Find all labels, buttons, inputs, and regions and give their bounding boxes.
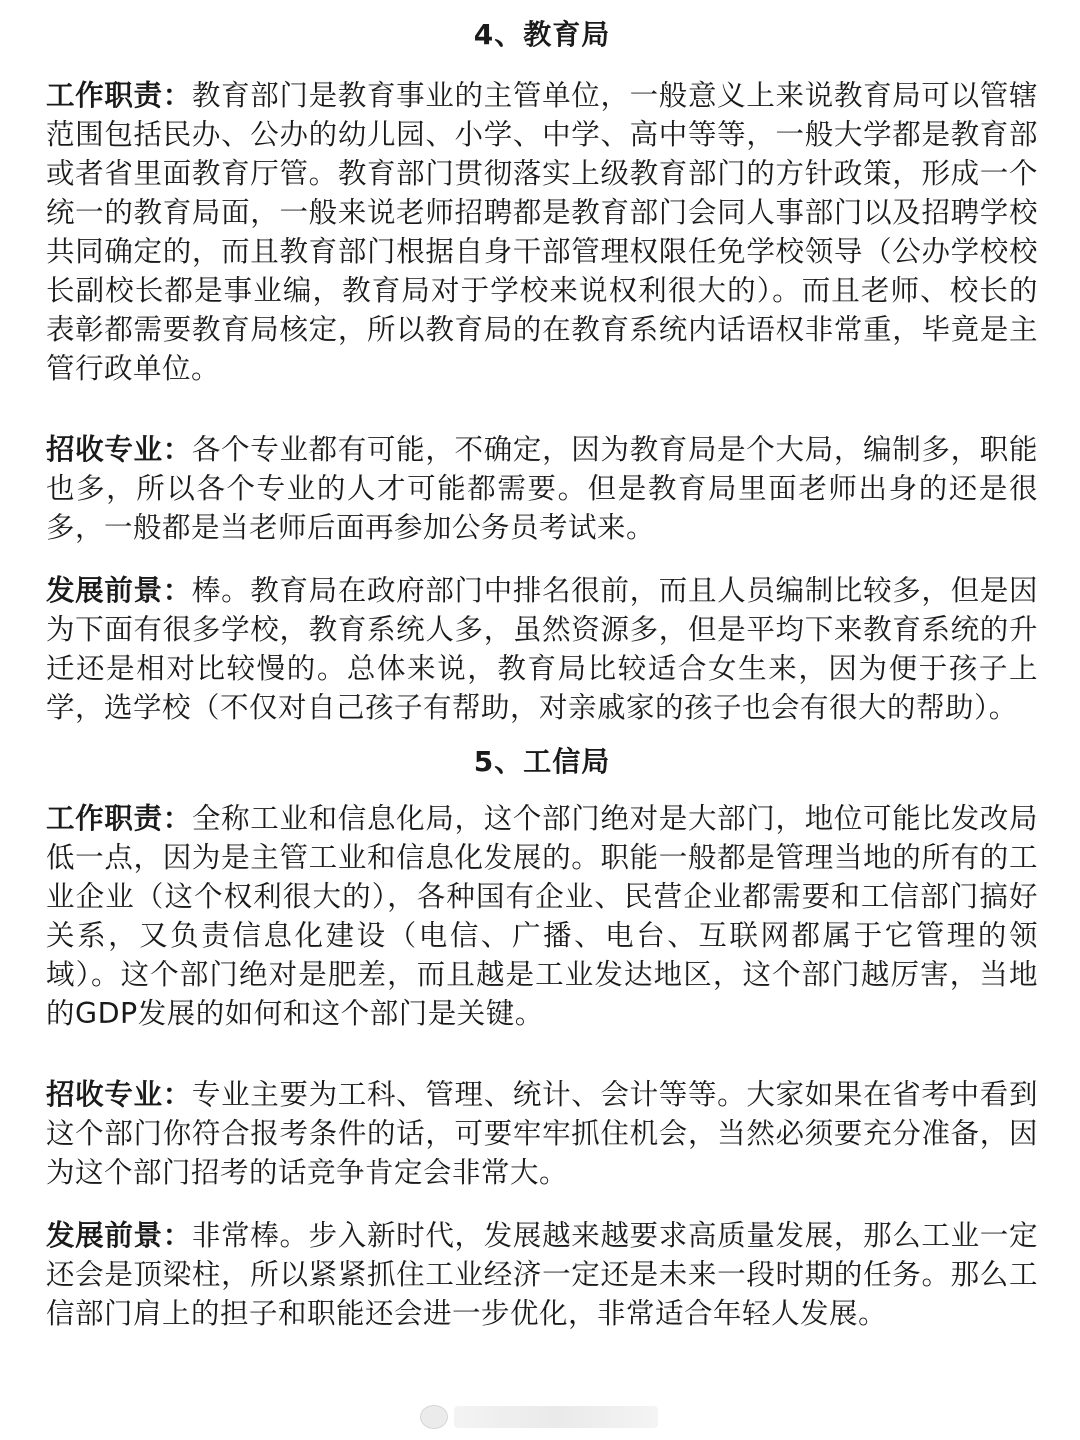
paragraph-education-majors	[46, 430, 1038, 547]
paragraph-label: 招收专业：	[46, 1078, 192, 1111]
paragraph-text: 专业主要为工科、管理、统计、会计等等。大家如果在省考中看到这个部门你符合报考条件的话，可要牢牢抓住机会，当然必须要充分准备，因为这个部门招考的话竞争肯定会非常大。	[46, 1078, 1038, 1189]
paragraph-education-prospects	[46, 571, 1038, 727]
paragraph-label: 工作职责：	[46, 802, 192, 835]
paragraph-text: 非常棒。步入新时代，发展越来越要求高质量发展，那么工业一定还会是顶梁柱，所以紧紧抓住工业经济一定还是未来一段时期的任务。那么工信部门肩上的担子和职能还会进一步优化，非常适合年轻人发展。	[46, 1219, 1038, 1330]
paragraph-label: 工作职责：	[46, 79, 192, 112]
watermark-logo-icon	[420, 1405, 448, 1429]
watermark	[420, 1400, 658, 1434]
paragraph-text: 教育部门是教育事业的主管单位，一般意义上来说教育局可以管辖范围包括民办、公办的幼儿园、小学、中学、高中等等，一般大学都是教育部或者省里面教育厅管。教育部门贯彻落实上级教育部门的方针政策，形成一个统一的教育局面，一般来说老师招聘都是教育部门会同人事部门以及招聘学校共同确定的，而且教育部门根据自身干部管理权限任免学校领导（公办学校校长副校长都是事业编，教育局对于学校来说权利很大的）。而且老师、校长的表彰都需要教育局核定，所以教育局的在教育系统内话语权非常重，毕竟是主管行政单位。	[46, 79, 1038, 385]
paragraph-label: 招收专业：	[46, 433, 192, 466]
paragraph-text: 全称工业和信息化局，这个部门绝对是大部门，地位可能比发改局低一点，因为是主管工业和信息化发展的。职能一般都是管理当地的所有的工业企业（这个权利很大的），各种国有企业、民营企业都需要和工信部门搞好关系，又负责信息化建设（电信、广播、电台、互联网都属于它管理的领域）。这个部门绝对是肥差，而且越是工业发达地区，这个部门越厉害，当地的GDP发展的如何和这个部门是关键。	[46, 802, 1038, 1030]
paragraph-text: 棒。教育局在政府部门中排名很前，而且人员编制比较多，但是因为下面有很多学校，教育系统人多，虽然资源多，但是平均下来教育系统的升迁还是相对比较慢的。总体来说，教育局比较适合女生来，因为便于孩子上学，选学校（不仅对自己孩子有帮助，对亲戚家的孩子也会有很大的帮助）。	[46, 574, 1038, 724]
section-title-education-bureau: 4、教育局	[473, 18, 611, 51]
watermark-bar	[454, 1406, 658, 1428]
paragraph-label: 发展前景：	[46, 1219, 192, 1252]
section-title-industry-info-bureau: 5、工信局	[473, 745, 611, 778]
document-page	[46, 0, 1038, 1333]
paragraph-education-duties	[46, 76, 1038, 388]
paragraph-industry-duties	[46, 799, 1038, 1033]
paragraph-label: 发展前景：	[46, 574, 192, 607]
paragraph-industry-majors	[46, 1075, 1038, 1192]
paragraph-industry-prospects	[46, 1216, 1038, 1333]
paragraph-text: 各个专业都有可能，不确定，因为教育局是个大局，编制多，职能也多，所以各个专业的人才可能都需要。但是教育局里面老师出身的还是很多，一般都是当老师后面再参加公务员考试来。	[46, 433, 1038, 544]
